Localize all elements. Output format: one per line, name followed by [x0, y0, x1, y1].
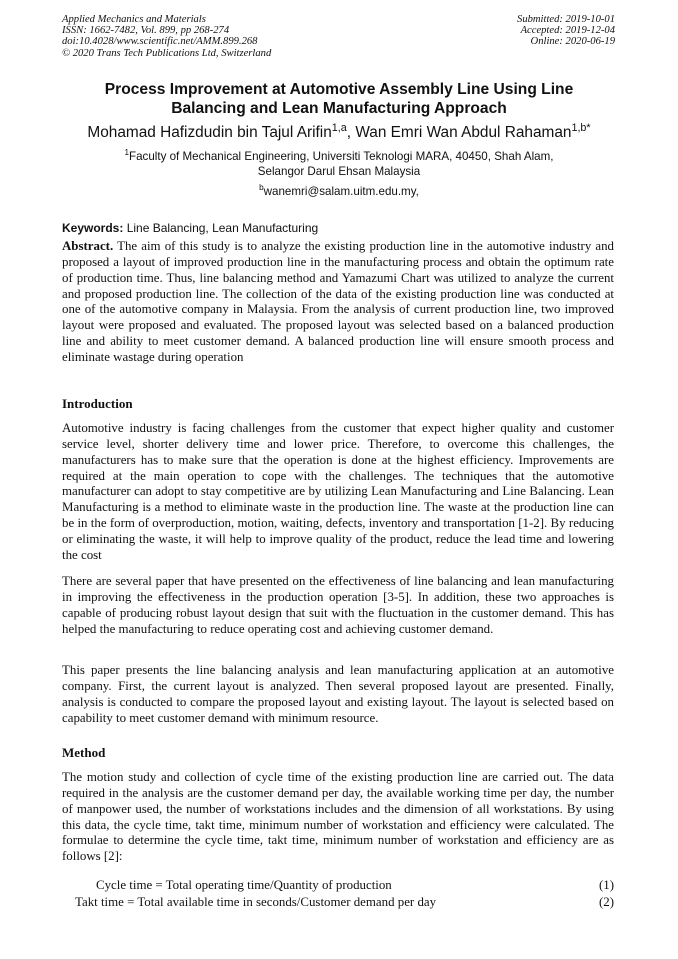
- abstract-text: The aim of this study is to analyze the existing production line in the automotive industry and proposed a layout of improved production line in the manufacturing process and obtain the optimum rate of production time. Thus, line balancing method and Yamazumi Chart was utilized to analyze the current and proposed production line. The collection of the data of the existing production line was conducted at one of the automotive company in Malaysia. From the analysis of current production line, two improved layout were proposed and evaluated. The proposed layout was selected based on a balanced production line and ability to meet customer demand. A balanced production line will ensure smooth process and eliminate wastage during operation: [62, 239, 614, 364]
- intro-paragraph: This paper presents the line balancing analysis and lean manufacturing application at an automotive company. First, the current layout is analyzed. Then several proposed layout are presented. Finally, analysis is conducted to compare the proposed layout and existing layout. The layout is selected based on capability to meet customer demand with minimum resource.: [62, 663, 614, 725]
- keywords-text: Line Balancing, Lean Manufacturing: [123, 221, 319, 235]
- paper-title: Process Improvement at Automotive Assembly Line Using Line Balancing and Lean Manufacturing Approach: [104, 81, 574, 117]
- method-paragraph: The motion study and collection of cycle time of the existing production line are carried out. The data required in the analysis are the customer demand per day, the available working time per day, the number of manpower used, the number of workstations includes and the dimension of all workstations. By using this data, the cycle time, takt time, minimum number of workstation and efficiency were calculated. The formulae to determine the cycle time, takt time, minimum number of workstation and efficiency are as follows [2]:: [62, 770, 614, 864]
- equation-number: (2): [598, 895, 614, 909]
- author-name: Wan Emri Wan Abdul Rahaman: [355, 124, 572, 141]
- intro-paragraph: Automotive industry is facing challenges from the customer that expect higher quality and customer service level, shorter delivery time and lower price. Therefore, to overcome this challenges, the manufacturers has to make sure that the operation is done at the highest efficiency. Improvements are required at the main operation to cope with the challenges. The techniques that the automotive manufacturer can adopt to stay competitive are by utilizing Lean Manufacturing and Line Balancing. Lean Manufacturing is a method to eliminate waste in the production line. The waste at the production line can be in the form of overproduction, motion, waiting, defects, inventory and transportation [1-2]. By reducing or eliminating the waste, it will help to improve quality of the product, reduce the lead time and lowering the cost: [62, 421, 614, 562]
- online-date: Online: 2020-06-19: [530, 36, 615, 48]
- submitted-date: Submitted: 2019-10-01: [517, 14, 615, 25]
- section-heading: Introduction: [62, 396, 133, 411]
- journal-name: Applied Mechanics and Materials: [62, 14, 206, 25]
- affiliation: [40, 150, 638, 179]
- equation: [62, 895, 614, 910]
- abstract-label: Abstract.: [62, 239, 114, 253]
- dates: [517, 14, 615, 48]
- copyright: © 2020 Trans Tech Publications Ltd, Switzerland: [62, 47, 272, 59]
- email: [40, 185, 638, 198]
- abstract: [62, 239, 614, 366]
- author-sup: 1,b*: [571, 121, 591, 134]
- keywords-label: Keywords:: [62, 221, 124, 235]
- email-sup: b: [259, 183, 264, 193]
- authors: Mohamad Hafizdudin bin Tajul Arifin$^{1,a}$, Wan Emri Wan Abdul Rahaman$^{1,b*}$: [87, 121, 591, 141]
- journal-info: [62, 14, 271, 59]
- section-heading: Method: [62, 745, 106, 760]
- issn: ISSN: 1662-7482, Vol. 899, pp 268-274: [62, 25, 230, 37]
- email-text: wanemri@salam.uitm.edu.my,: [263, 185, 419, 198]
- affil-sup: 1: [124, 148, 130, 158]
- equation-text: Cycle time = Total operating time/Quantity of production: [96, 878, 392, 892]
- affil-line: Selangor Darul Ehsan Malaysia: [257, 164, 421, 178]
- intro-paragraph: There are several paper that have presented on the effectiveness of line balancing and lean manufacturing in improving the effectiveness in the production operation [3-5]. In addition, these two approaches is capable of producing robust layout design that suit with the fluctuation in the customer demand. This has helped the manufacturing to reduce operating cost and achieving customer demand.: [62, 574, 614, 636]
- doi: doi:10.4028/www.scientific.net/AMM.899.268: [62, 36, 258, 48]
- affil-line: Faculty of Mechanical Engineering, Universiti Teknologi MARA, 40450, Shah Alam,: [129, 150, 554, 163]
- author-sup: 1,a: [331, 121, 347, 134]
- equation: [62, 878, 614, 893]
- equation-number: (1): [598, 878, 614, 892]
- keywords: [62, 221, 318, 235]
- accepted-date: Accepted: 2019-12-04: [520, 25, 615, 37]
- equation-text: Takt time = Total available time in seconds/Customer demand per day: [75, 895, 437, 909]
- author-name: Mohamad Hafizdudin bin Tajul Arifin: [87, 124, 332, 141]
